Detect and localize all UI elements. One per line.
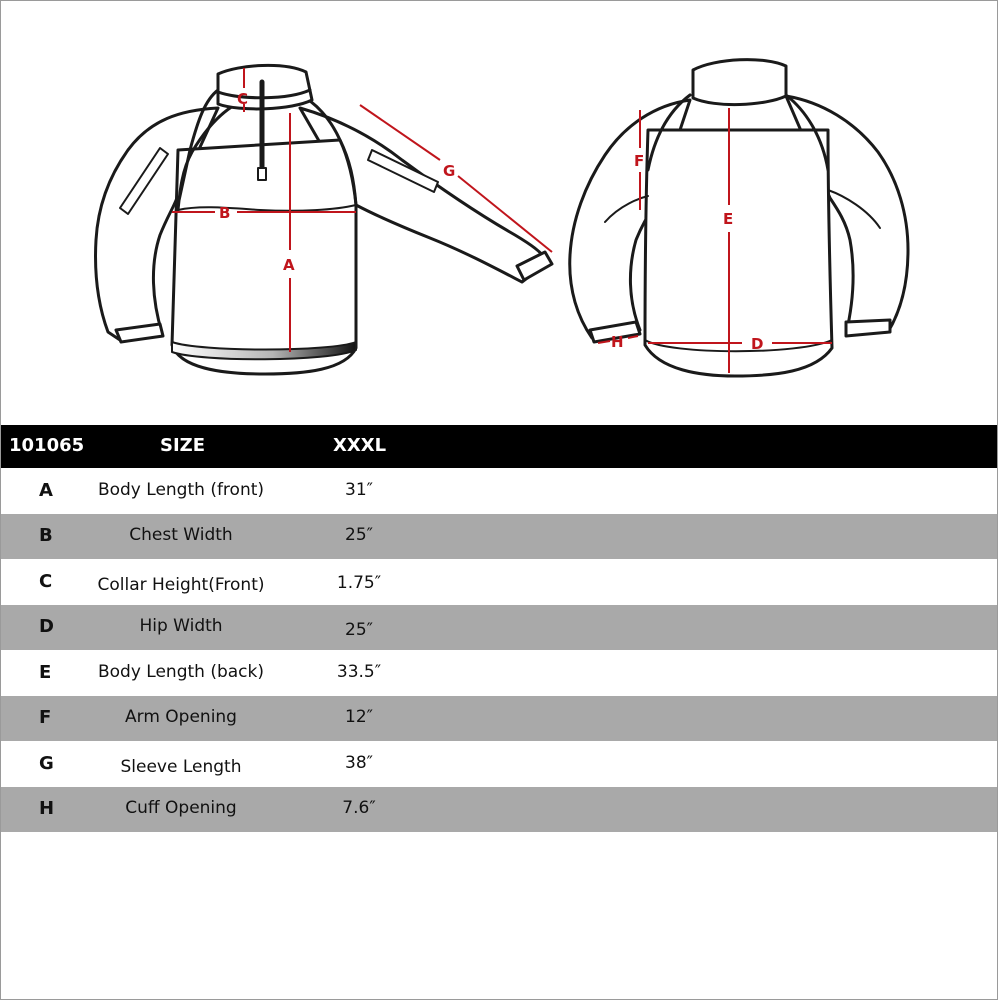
row-letter: F bbox=[39, 707, 52, 728]
garment-diagram bbox=[0, 0, 998, 425]
table-row bbox=[1, 742, 997, 787]
table-row bbox=[1, 514, 997, 559]
label-d: D bbox=[751, 335, 764, 353]
row-measurement-name: Hip Width bbox=[139, 616, 223, 636]
row-value: 12″ bbox=[345, 707, 373, 727]
label-a: A bbox=[283, 256, 295, 274]
label-e: E bbox=[723, 210, 734, 228]
row-value: 33.5″ bbox=[336, 662, 382, 682]
row-letter: B bbox=[39, 525, 53, 546]
table-row bbox=[1, 560, 997, 605]
label-f: F bbox=[634, 152, 645, 170]
back-jacket bbox=[570, 60, 908, 376]
size-value-header: XXXL bbox=[333, 435, 387, 456]
row-value: 1.75″ bbox=[336, 573, 382, 593]
row-value: 7.6″ bbox=[342, 798, 376, 818]
row-value: 25″ bbox=[345, 620, 373, 640]
size-table-header bbox=[1, 425, 997, 468]
row-measurement-name: Chest Width bbox=[129, 525, 233, 545]
row-letter: E bbox=[39, 662, 52, 683]
label-c: C bbox=[237, 90, 249, 108]
row-letter: C bbox=[39, 571, 53, 592]
row-measurement-name: Sleeve Length bbox=[120, 757, 242, 777]
label-h: H bbox=[611, 333, 624, 351]
product-code: 101065 bbox=[9, 435, 85, 456]
row-letter: G bbox=[39, 753, 54, 774]
row-value: 38″ bbox=[345, 753, 373, 773]
row-letter: D bbox=[39, 616, 54, 637]
row-measurement-name: Body Length (back) bbox=[97, 662, 265, 682]
row-value: 25″ bbox=[345, 525, 373, 545]
front-jacket bbox=[96, 65, 553, 374]
table-row bbox=[1, 469, 997, 514]
row-letter: H bbox=[39, 798, 55, 819]
size-column-label: SIZE bbox=[160, 435, 206, 456]
label-b: B bbox=[219, 204, 231, 222]
row-measurement-name: Collar Height(Front) bbox=[97, 575, 265, 595]
row-letter: A bbox=[39, 480, 53, 501]
row-measurement-name: Arm Opening bbox=[125, 707, 237, 727]
table-row bbox=[1, 696, 997, 741]
table-row bbox=[1, 651, 997, 696]
table-row bbox=[1, 787, 997, 832]
table-row bbox=[1, 605, 997, 650]
row-measurement-name: Cuff Opening bbox=[125, 798, 237, 818]
jacket-illustration bbox=[0, 0, 998, 425]
row-measurement-name: Body Length (front) bbox=[97, 480, 265, 500]
row-value: 31″ bbox=[345, 480, 373, 500]
label-g: G bbox=[443, 162, 456, 180]
